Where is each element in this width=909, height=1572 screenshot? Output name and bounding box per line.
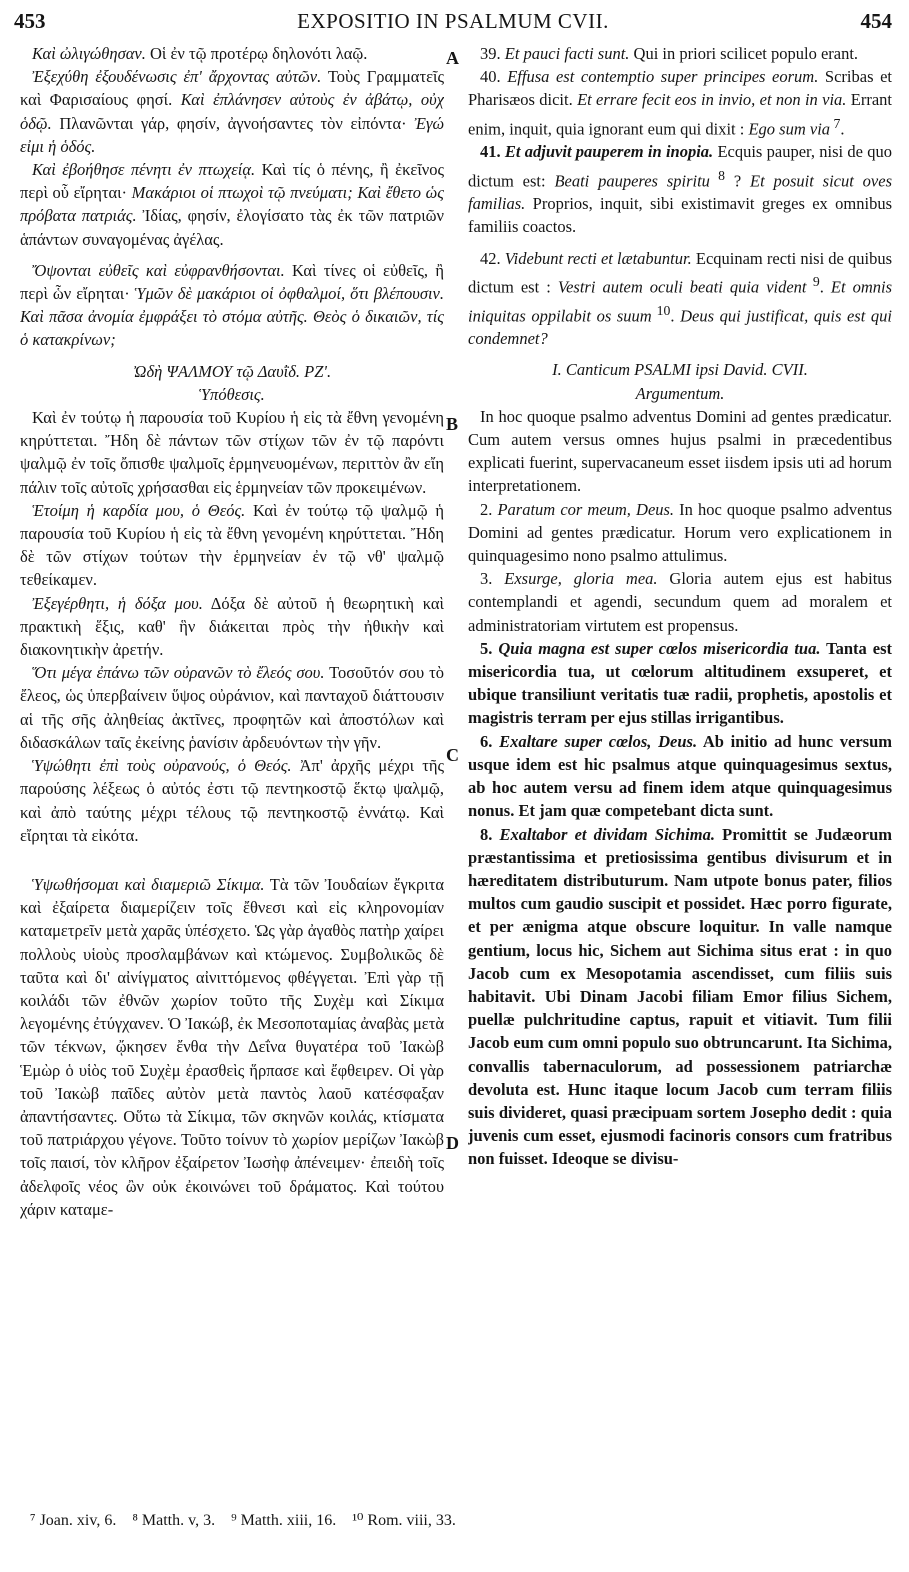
margin-marker-c: C <box>446 745 459 765</box>
greek-paragraph <box>20 592 444 662</box>
verse-number: 41. <box>480 142 501 162</box>
latin-column <box>468 42 892 1502</box>
lemma: Ἑτοίμη ἡ καρδία μου, ὁ Θεός. <box>32 500 246 520</box>
verse-number: 42. <box>480 248 501 268</box>
verse-number: 8. <box>480 824 493 844</box>
latin-paragraph: 41. Et adjuvit pauperem in inopia. Ecquis pauper, nisi de quo dictum est: Beati pauperes spiritu $^8$ ? Et posuit sicut oves familias. Proprios, inquit, sibi existimavit greges ex omnibus familiis coactos. <box>468 142 892 237</box>
greek-paragraph <box>20 873 444 1221</box>
running-title: EXPOSITIO IN PSALMUM CVII. <box>297 9 609 33</box>
commentary-text: Οἱ ἐν τῷ προτέρῳ δηλονότι λαῷ. <box>145 44 368 63</box>
commentary-text: Τοσοῦτόν σου τὸ ἔλεος, ὡς ὑπερβαίνειν ὕψος οὐράνιον, καὶ πανταχοῦ διάττουσιν αἱ τῆς σῆς ἀληθείας ἀκτῖνες, προφητῶν καὶ ἀποστόλων καὶ διδασκάλων ταῖς ἐκείνης ῥανίσιν ἀρδευόντων τὴν γῆν. <box>20 663 444 752</box>
commentary-text: Πλανῶνται γάρ, φησίν, ἀγνοήσαντες τὸν εἰπόντα· <box>51 113 415 133</box>
commentary-text: Δόξα δὲ αὐτοῦ ἡ θεωρητικὴ καὶ πρακτικὴ ἕξις, καθ' ἣν διάκειται πρὸς τὴν ἠθικὴν καὶ διακονητικὴν ἀρετήν. <box>20 593 444 660</box>
lemma: Καὶ ἐπλάνησεν αὐτοὺς ἐν ἀβάτῳ, οὐχ ὁδῷ. <box>20 90 444 133</box>
lemma: Exsurge, gloria mea. <box>492 569 658 589</box>
latin-paragraph: In hoc quoque psalmo adventus Domini ad gentes prædicatur. Cum autem versus omnes hujus psalmi in præcedentibus explicati fuerint, supervacaneum esset iisdem ipsis uti ad horum interpretationem. <box>468 406 892 496</box>
lemma: Ἐγώ εἰμι ἡ ὁδός. <box>20 113 444 156</box>
commentary-text: Tanta est misericordia tua, ut cœlorum altitudinem exsuperet, et ubique transiliunt veritatis tuæ radii, prophetis, apostolis et magistris terram per ejus stillas irrigantibus. <box>468 638 892 728</box>
footnote-ref: 10 <box>651 302 671 318</box>
lemma: Ὄψονται εὐθεῖς καὶ εὐφρανθήσονται. <box>32 260 285 280</box>
greek-column <box>20 42 444 1502</box>
lemma: Ὅτι μέγα ἐπάνω τῶν οὐρανῶν τὸ ἔλεός σου. <box>32 663 325 683</box>
greek-paragraph <box>20 158 444 251</box>
lemma: Ἐξεχύθη ἐξουδένωσις ἐπ' ἄρχοντας αὐτῶν. <box>32 67 322 87</box>
lemma: Καὶ ὠλιγώθησαν. <box>32 44 146 63</box>
latin-paragraph <box>468 637 892 730</box>
commentary-text: Ecquis pauper, nisi de quo dictum est: <box>468 142 892 191</box>
lemma: Μακάριοι οἱ πτωχοὶ τῷ πνεύματι; Καὶ ἔθετο ὡς πρόβατα πατριάς. <box>20 183 444 226</box>
greek-paragraph <box>20 661 444 754</box>
verse-number: 6. <box>480 731 493 751</box>
commentary-text: Καὶ ἐν τούτῳ τῷ ψαλμῷ ἡ παρουσία τοῦ Κυρίου ἡ εἰς τὰ ἔθνη γενομένη κηρύττεται. Ἤδη δὲ τῶν στίχων τούτων τὴν ἑρμηνείαν ἐν τῷ νθ' ψαλμῷ τεθείκαμεν. <box>20 500 444 590</box>
commentary-text: Qui in priori scilicet populo erant. <box>629 44 859 63</box>
lemma: Καὶ ἐβοήθησε πένητι ἐν πτωχείᾳ. <box>32 160 256 180</box>
lemma: Deus qui justificat, quis est qui condemnet? <box>468 306 892 349</box>
psalm-subheading: Argumentum. <box>635 383 725 403</box>
lemma: Exaltabor et dividam Sichima. <box>492 824 715 844</box>
lemma: Vestri autem oculi beati quia vident <box>557 277 807 297</box>
lemma: Et pauci facti sunt. <box>500 44 630 63</box>
margin-marker-d: D <box>446 1133 459 1153</box>
psalm-heading: Ὠδὴ ΨΑΛΜΟΥ τῷ Δαυῒδ. ΡΖ'. <box>132 361 332 381</box>
margin-marker-b: B <box>446 414 459 434</box>
lemma: Ἐξεγέρθητι, ἡ δόξα μου. <box>32 593 203 613</box>
commentary-text: Καὶ τίς ὁ πένης, ἢ ἐκεῖνος περὶ οὗ εἴρηται· <box>20 160 444 203</box>
greek-paragraph <box>20 499 444 592</box>
lemma: Exaltare super cœlos, Deus. <box>492 731 698 751</box>
lemma: Et adjuvit pauperem in inopia. <box>500 142 714 162</box>
greek-paragraph <box>20 259 444 352</box>
lemma: Et posuit sicut oves familias. <box>468 171 892 214</box>
psalm-subheading: Ὑπόθεσις. <box>199 384 265 404</box>
greek-paragraph <box>20 42 444 65</box>
psalm-heading: I. Canticum PSALMI ipsi David. CVII. <box>552 360 808 380</box>
commentary-text: Gloria autem ejus est habitus contemplandi et agendi, secundum quem ad moralem et administratoriam virtutem est propensus. <box>468 569 892 635</box>
lemma: Paratum cor meum, Deus. <box>492 499 675 519</box>
latin-paragraph: 42. Videbunt recti et lætabuntur. Ecquinam recti nisi de quibus dictum est : Vestri autem oculi beati quia vident $^9$. Et omnis iniquitas oppilabit os suum $^{10}$. Deus qui justificat, quis est qui condemnet? <box>468 248 892 349</box>
verse-number: 3. <box>480 569 493 589</box>
commentary-text: Ab initio ad hunc versum usque idem est hic psalmus atque quinquagesimus sextus, ab hoc autem versu ad finem idem atque quinquagesimus nonus. Et jam quæ competebant dicta sunt. <box>468 731 892 821</box>
latin-paragraph <box>468 730 892 823</box>
page-number-right: 454 <box>860 9 892 33</box>
verse-number: 39. <box>480 44 501 63</box>
latin-paragraph <box>468 498 892 568</box>
latin-paragraph: 40. Effusa est contemptio super principes eorum. Scribas et Pharisæos dicit. Et errare fecit eos in invio, et non in via. Errant enim, inquit, quia ignorant eum qui dixit : Ego sum via $^7$. <box>468 67 892 139</box>
commentary-text: Τὰ τῶν Ἰουδαίων ἔγκριτα καὶ ἐξαίρετα διαμερίζειν τοῖς ἔθνεσι καὶ εἰς κληρονομίαν καταμετρεῖν μετὰ χαρᾶς ὑπέσχετο. Ὡς γὰρ ἀγαθὸς πατὴρ χαίρει πολλοὺς υἱοὺς προσλαμβάνων καὶ κτώμενος. Συμβολικῶς δὲ ταῦτα καὶ δι' αἰνίγματος αἰνιττόμενος φθέγγεται. Ἐπὶ γὰρ τῇ κοιλάδι τῶν ἐθνῶν χωρίον τοῦτο τῆς Συχὲμ καὶ Σίκιμα λεγομένης ἐτύγχανεν. Ὁ Ἰακώβ, ἐκ Μεσοποταμίας ἀναβὰς μετὰ τῶν τέκνων, ᾤκησεν ἔνθα τὴν Δεΐνα θυγατέρα τοῦ Ἰακὼβ Ἑμὼρ ὁ υἱὸς τοῦ Συχὲμ ἐρασθεὶς ἥρπασε καὶ ἔφθειρεν. Οἱ γὰρ τοῦ Ἰακὼβ παῖδες αὐτὸν μετὰ παντὸς λαοῦ κατέσφαξαν ἀπαντήσαντες. Οὕτω τὰ Σίκιμα, τῶν σκηνῶν κοιλάς, κτίσματα τοῦ πατριάρχου γέγονε. Τοῦτο τοίνυν τὸ χωρίον μερίζων Ἰακὼβ τοῖς παισί, τὸν κλῆρον ἐξαίρετον Ἰωσὴφ ἀπένειμεν· ἐπειδὴ τοῖς ἀδελφοῖς νέος ὢν οὐκ ἐκοινώνει τοῦ δράματος. Καὶ τούτου χάριν καταμε- <box>20 874 444 1219</box>
lemma: Ὑψώθητι ἐπὶ τοὺς οὐρανούς, ὁ Θεός. <box>32 756 292 776</box>
commentary-text: Scribas et Pharisæos dicit. <box>468 67 892 110</box>
footnote-ref: 8 <box>709 167 725 183</box>
page-number-left: 453 <box>14 9 46 33</box>
commentary-text: Τοὺς Γραμματεῖς καὶ Φαρισαίους φησί. <box>20 67 444 110</box>
footnotes: ⁷ Joan. xiv, 6. ⁸ Matth. v, 3. ⁹ Matth. xiii, 16. ¹⁰ Rom. viii, 33. <box>30 1512 456 1529</box>
lemma: Effusa est contemptio super principes eorum. <box>500 67 819 87</box>
footnote-ref: 7 <box>830 115 841 131</box>
lemma: Et errare fecit eos in invio, et non in via. <box>577 90 847 110</box>
commentary-text: Errant enim, inquit, quia ignorant eum qui dixit : <box>468 90 892 139</box>
commentary-text: Ecquinam recti nisi de quibus dictum est : <box>468 248 892 297</box>
latin-paragraph <box>468 567 892 637</box>
running-header <box>14 6 892 36</box>
verse-number: 5. <box>480 638 493 658</box>
commentary-text: In hoc quoque psalmo adventus Domini ad gentes prædicatur. Horum vero explicationem in quinquagesimo nono psalmo attulimus. <box>468 499 892 566</box>
lemma: Beati pauperes spiritu <box>554 171 710 191</box>
latin-paragraph <box>468 823 892 1171</box>
margin-marker-a: A <box>446 48 459 68</box>
lemma: Ὑψωθήσομαι καὶ διαμεριῶ Σίκιμα. <box>32 874 265 894</box>
commentary-text: Proprios, inquit, sibi existimavit greges ex omnibus familiis coactos. <box>468 194 892 237</box>
lemma: Ὑμῶν δὲ μακάριοι οἱ ὀφθαλμοί, ὅτι βλέπουσιν. Καὶ πᾶσα ἀνομία ἐμφράξει τὸ στόμα αὐτῆς. Θεὸς ὁ δικαιῶν, τίς ὁ κατακρίνων; <box>20 284 444 350</box>
footnote-ref: 9 <box>806 273 820 289</box>
verse-number: 40. <box>480 67 501 87</box>
lemma: Ego sum via <box>748 119 831 139</box>
commentary-text: Καὶ τίνες οἱ εὐθεῖς, ἢ περὶ ὧν εἴρηται· <box>20 260 444 304</box>
commentary-text: Promittit se Judæorum præstantissima et pretiosissima gentibus divisurum et in hæreditatem distributurum. Nam utpote bonus pater, filios multos cum gaudio suscipit et possidet. Hæc porro figurate, et per ænigma atque obscure loquitur. In valle namque gentium, locus hic, Sichem aut Sichima situs erat : in quo Jacob cum ex Mesopotamia ascendisset, cum filiis suis habitavit. Ubi Dinam Jacobi filiam Emor filius Sichem, puellæ pulchritudine captus, rapuit et vitiavit. Tum filii Jacob eum cum omni populo suo obtruncarunt. Ita Sichima, convallis tabernaculorum, ad possessionem patriarchæ devoluta est. Hunc itaque locum Jacob cum terram filiis suis divideret, quasi præcipuam sortem Josepho dedit : quia juvenis cum esset, ejusmodi facinoris consors cum fratribus non fuisset. Ideoque se divisu- <box>468 824 892 1169</box>
latin-paragraph <box>468 42 892 65</box>
lemma: Quia magna est super cœlos misericordia tua. <box>492 638 821 658</box>
verse-number: 2. <box>480 499 493 519</box>
commentary-text: Ἀπ' ἀρχῆς μέχρι τῆς παρούσης λέξεως ὁ αὐτός ἐστι τῷ πεντηκοστῷ ἕκτῳ ψαλμῷ, καὶ ἀπὸ ταύτης μέχρι τέλους τῷ πεντηκοστῷ ἐννάτῳ. Καὶ εἴρηται τὰ εἰκότα. <box>20 756 444 845</box>
greek-paragraph: Καὶ ἐν τούτῳ ἡ παρουσία τοῦ Κυρίου ἡ εἰς τὰ ἔθνη γενομένη κηρύττεται. Ἤδη δὲ πάντων τῶν στίχων τῶν ἐν τῷ παρόντι ψαλμῷ ἐν τοῖς ὄπισθε ψαλμοῖς ἑρμηνευομένων, περιττὸν ἂν εἴη πάλιν τοῖς αὐτοῖς χρήσασθαι εἰς ἑρμηνείαν τῶν προκειμένων. <box>20 408 444 497</box>
greek-paragraph <box>20 65 444 158</box>
commentary-text: Ἰδίας, φησίν, ἐλογίσατο τὰς ἐκ τῶν πατριῶν ἁπάντων συναγομένας ἀγέλας. <box>20 206 444 249</box>
lemma: Videbunt recti et lætabuntur. <box>500 248 692 268</box>
greek-paragraph <box>20 754 444 847</box>
lemma: Et omnis iniquitas oppilabit os suum <box>468 277 892 326</box>
